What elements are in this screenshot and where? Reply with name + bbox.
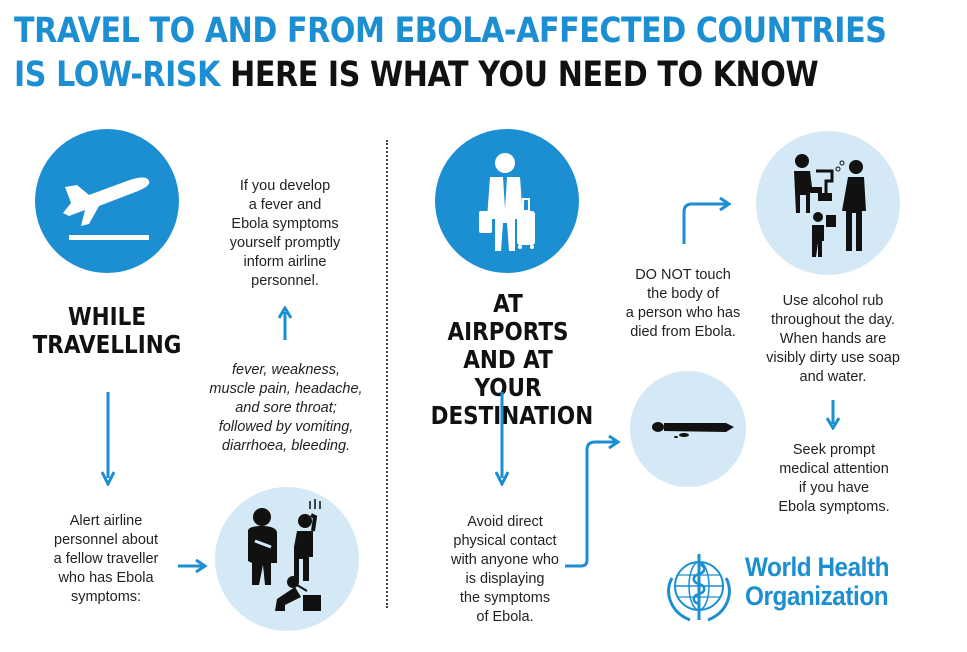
symptoms-list-text xyxy=(205,361,367,456)
avoid-contact-text xyxy=(440,513,570,627)
do-not-touch-text xyxy=(618,266,748,342)
text-line: yourself promptly xyxy=(229,235,341,251)
who-name xyxy=(745,553,889,611)
text-line: muscle pain, headache, xyxy=(209,381,363,397)
text-line: with anyone who xyxy=(450,552,559,568)
text-line: is displaying xyxy=(465,571,545,587)
text-line: DO NOT touch xyxy=(635,267,731,283)
sick-people-icon xyxy=(215,487,359,631)
down-arrow-icon xyxy=(826,400,840,430)
text-line: If you develop xyxy=(239,178,331,194)
right-arrow-icon xyxy=(178,558,208,574)
text-line: diarrhoea, bleeding. xyxy=(221,438,351,454)
text-line: Ebola symptoms. xyxy=(778,499,890,515)
down-arrow-icon xyxy=(101,392,115,486)
text-line: Seek prompt xyxy=(792,442,876,458)
text-line: who has Ebola xyxy=(58,570,154,586)
elbow-arrow-icon xyxy=(676,196,734,244)
text-line: died from Ebola. xyxy=(630,324,736,340)
text-line: visibly dirty use soap xyxy=(766,350,900,366)
text-line: and water. xyxy=(799,369,867,385)
text-line: physical contact xyxy=(453,533,557,549)
heading-line: WHILE xyxy=(67,302,147,331)
text-line: and sore throat; xyxy=(235,400,337,416)
heading-line: DESTINATION xyxy=(430,401,594,430)
airplane-icon xyxy=(35,129,179,273)
who-name-line: World Health xyxy=(745,552,890,582)
section-divider xyxy=(386,140,388,608)
traveller-icon xyxy=(435,129,579,273)
text-line: Use alcohol rub xyxy=(782,293,884,309)
title-need-to-know: HERE IS WHAT YOU NEED TO KNOW xyxy=(230,55,819,95)
title-low-risk: IS LOW-RISK xyxy=(14,55,221,95)
text-line: inform airline xyxy=(243,254,327,270)
seek-medical-text xyxy=(766,441,902,517)
alcohol-rub-text xyxy=(760,292,906,387)
text-line: medical attention xyxy=(779,461,889,477)
text-line: a fellow traveller xyxy=(53,551,159,567)
handwashing-icon xyxy=(756,131,900,275)
inform-airline-text xyxy=(225,177,345,291)
heading-line: AT AIRPORTS xyxy=(447,289,569,346)
text-line: the body of xyxy=(647,286,719,302)
text-line: Avoid direct xyxy=(467,514,543,530)
text-line: of Ebola. xyxy=(476,609,534,625)
text-line: Ebola symptoms xyxy=(231,216,339,232)
text-line: When hands are xyxy=(779,331,887,347)
text-line: fever, weakness, xyxy=(232,362,340,378)
deceased-person-icon xyxy=(630,371,746,487)
while-travelling-heading xyxy=(32,303,182,359)
text-line: followed by vomiting, xyxy=(218,419,354,435)
text-line: personnel. xyxy=(251,273,319,289)
heading-line: AND AT YOUR xyxy=(463,345,553,402)
title-line-1: TRAVEL TO AND FROM EBOLA-AFFECTED COUNTRIES xyxy=(14,11,887,51)
text-line: personnel about xyxy=(54,532,158,548)
elbow-arrow-icon xyxy=(565,434,621,570)
heading-line: TRAVELLING xyxy=(32,330,182,359)
text-line: a person who has xyxy=(625,305,741,321)
text-line: the symptoms xyxy=(459,590,551,606)
up-arrow-icon xyxy=(278,306,292,340)
down-arrow-icon xyxy=(495,392,509,486)
text-line: if you have xyxy=(798,480,870,496)
who-name-line: Organization xyxy=(745,581,889,611)
text-line: a fever and xyxy=(248,197,322,213)
text-line: throughout the day. xyxy=(771,312,895,328)
text-line: symptoms: xyxy=(70,589,142,605)
text-line: Alert airline xyxy=(69,513,143,529)
title-line-2 xyxy=(14,54,818,96)
who-emblem-icon xyxy=(660,548,738,626)
alert-personnel-text xyxy=(42,512,170,607)
